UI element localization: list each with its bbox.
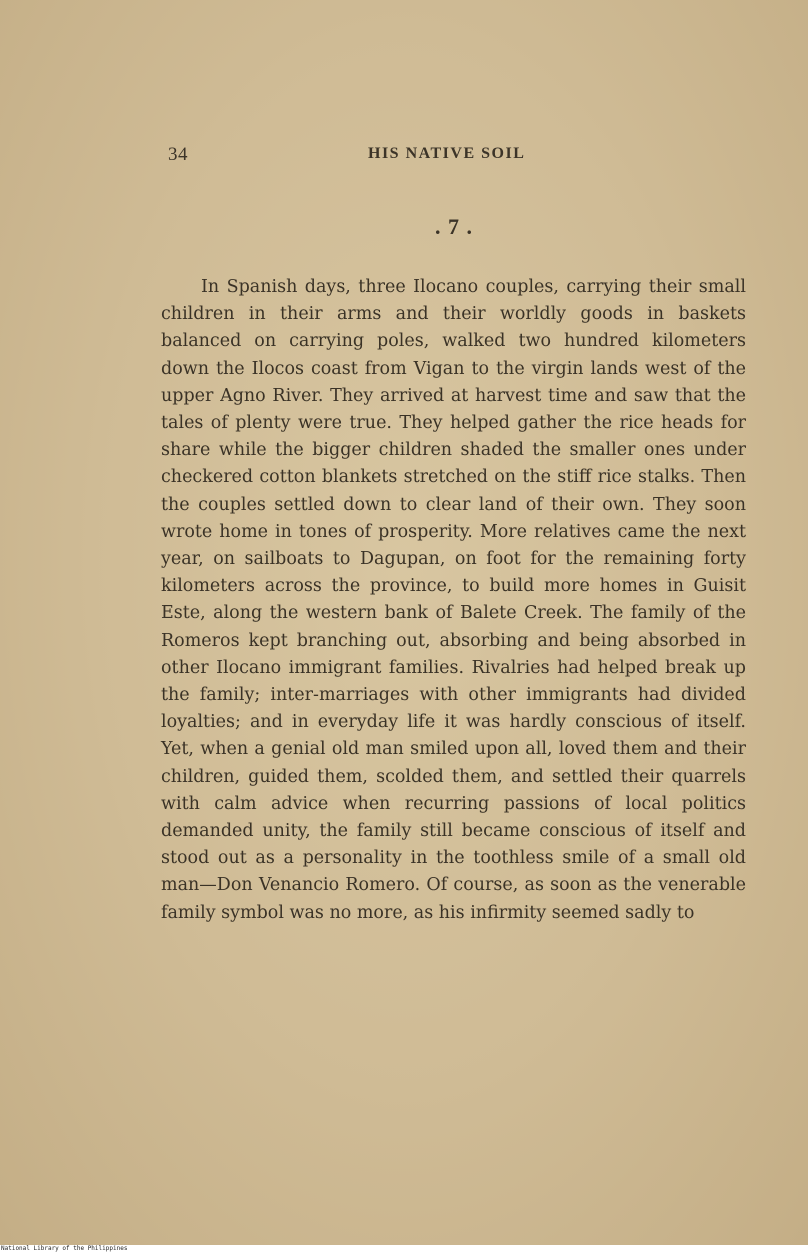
page-header xyxy=(168,144,743,168)
library-credit: National Library of the Philippines xyxy=(1,1245,128,1252)
page-number: 34 xyxy=(168,144,188,165)
body-paragraph: In Spanish days, three Ilocano couples, carrying their small children in their arms and their worldly goods in baskets balanced on carrying poles, walked two hundred kilometers down the Ilocos coast from Vigan to the virgin lands west of the upper Agno River. They arrived at harvest time and saw that the tales of plenty were true. They helped gather the rice heads for share while the bigger children shaded the smaller ones under checkered cotton blankets stretched on the stiff rice stalks. Then the couples settled down to clear land of their own. They soon wrote home in tones of prosperity. More relatives came the next year, on sailboats to Dagupan, on foot for the remaining forty kilometers across the province, to build more homes in Guisit Este, along the western bank of Balete Creek. The family of the Romeros kept branching out, absorbing and being absorbed in other Ilocano immigrant families. Rivalries had helped break up the family; inter-marriages with other immigrants had divided loyalties; and in everyday life it was hardly conscious of itself. Yet, when a genial old man smiled upon all, loved them and their children, guided them, scolded them, and settled their quarrels with calm advice when recurring passions of local politics demanded unity, the family still became conscious of itself and stood out as a personality in the toothless smile of a small old man—Don Venancio Romero. Of course, as soon as the venerable family symbol was no more, as his infirmity seemed sadly to xyxy=(161,277,746,923)
running-title: HIS NATIVE SOIL xyxy=(368,145,526,162)
section-number: . 7 . xyxy=(435,214,473,239)
